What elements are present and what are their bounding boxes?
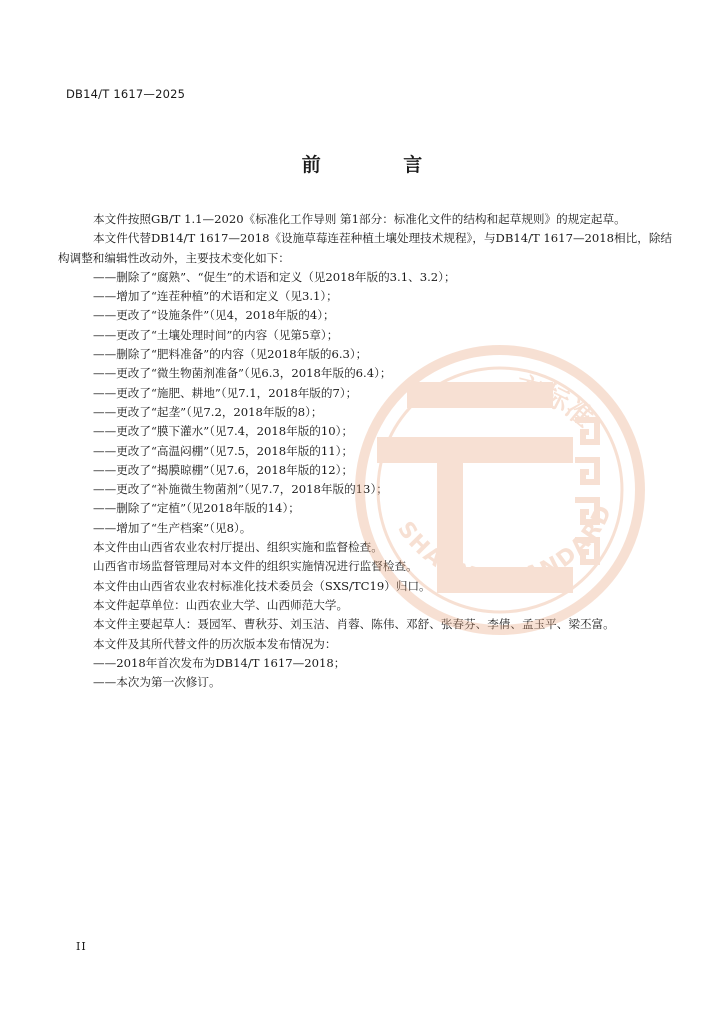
- paragraph: 本文件按照GB/T 1.1—2020《标准化工作导则 第1部分：标准化文件的结构和起草规则》的规定起草。: [93, 212, 626, 226]
- seal-top-text: 方标准: [513, 371, 599, 434]
- paragraph: 本文件及其所代替文件的历次版本发布情况为：: [93, 636, 337, 651]
- document-code: DB14/T 1617—2025: [66, 87, 186, 101]
- change-item: ——更改了“高温闷棚”（见7.5，2018年版的11）；: [93, 443, 354, 458]
- paragraph: 山西省市场监督管理局对本文件的组织实施情况进行监督检查。: [93, 559, 418, 574]
- change-item: ——更改了“补施微生物菌剂”（见7.7，2018年版的13）；: [93, 482, 388, 497]
- paragraph: 本文件主要起草人：聂园军、曹秋芬、刘玉洁、肖蓉、陈伟、邓舒、张春芬、李倩、孟玉平、梁丕富。: [93, 617, 615, 632]
- change-item: ——更改了“土壤处理时间”的内容（见第5章）；: [93, 327, 339, 342]
- paragraph: 本文件由山西省农业农村标准化技术委员会（SXS/TC19）归口。: [93, 578, 431, 593]
- paragraph: 本文件起草单位：山西农业大学、山西师范大学。: [93, 597, 349, 612]
- change-item: ——删除了“肥料准备”的内容（见2018年版的6.3）；: [93, 347, 368, 362]
- page-number: II: [76, 940, 87, 953]
- paragraph: 本文件代替DB14/T 1617—2018《设施草莓连茬种植土壤处理技术规程》，与DB14/T 1617—2018相比，除结构调整和编辑性改动外，主要技术变化如下：: [58, 231, 673, 265]
- change-item: ——更改了“微生物菌剂准备”（见6.3，2018年版的6.4）；: [93, 366, 392, 381]
- change-item: ——增加了“连茬种植”的术语和定义（见3.1）；: [93, 289, 338, 304]
- change-item: ——更改了“膜下灌水”（见7.4，2018年版的10）；: [93, 424, 354, 439]
- change-item: ——更改了“起垄”（见7.2，2018年版的8）；: [93, 404, 323, 419]
- paragraph: 本文件由山西省农业农村厅提出、组织实施和监督检查。: [93, 540, 383, 555]
- change-item: ——删除了“定植”（见2018年版的14）；: [93, 501, 300, 516]
- change-item: ——删除了“腐熟”、“促生”的术语和定义（见2018年版的3.1、3.2）；: [93, 269, 456, 284]
- change-item: ——增加了“生产档案”（见8）。: [93, 520, 252, 535]
- seal-bottom-text: SHANXI STANDARD: [392, 500, 619, 592]
- history-item: ——本次为第一次修订。: [93, 675, 221, 690]
- change-item: ——更改了“设施条件”（见4，2018年版的4）；: [93, 308, 335, 323]
- page-title: 前 言: [301, 154, 461, 176]
- change-item: ——更改了“揭膜晾棚”（见7.6，2018年版的12）；: [93, 462, 354, 477]
- history-item: ——2018年首次发布为DB14/T 1617—2018；: [93, 655, 346, 670]
- body-text: [58, 210, 672, 692]
- change-item: ——更改了“施肥、耕地”（见7.1，2018年版的7）；: [93, 385, 358, 400]
